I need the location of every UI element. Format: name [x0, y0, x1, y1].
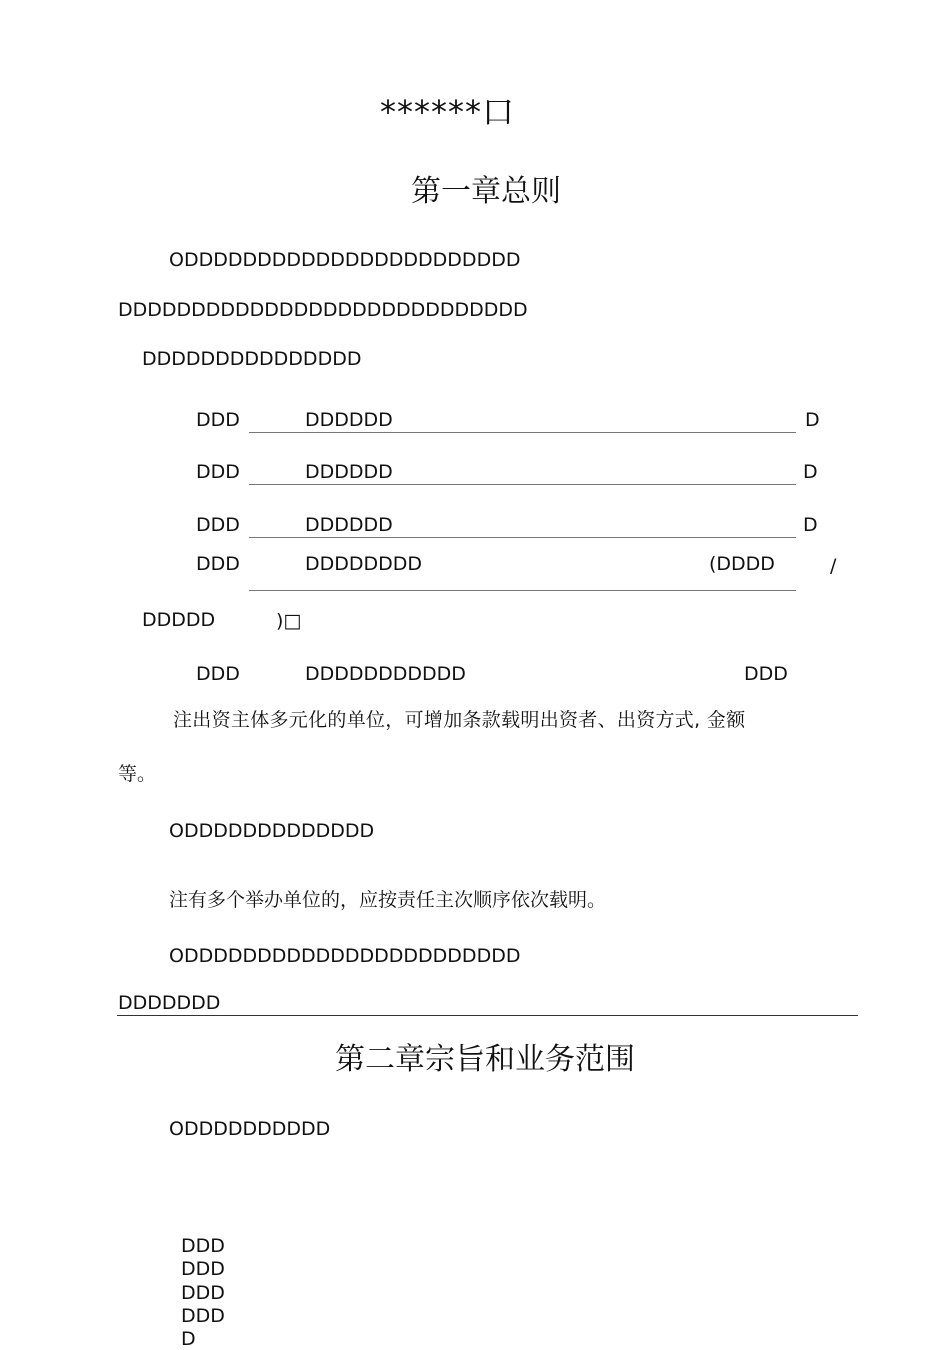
paragraph-line: DDDDDDDDDDDDDDD	[142, 348, 362, 370]
chapter-1-heading: 第一章总则	[411, 174, 561, 209]
field-value: DDDDDD	[305, 514, 393, 536]
field-underline	[249, 590, 796, 591]
field-prefix: DDD	[196, 461, 240, 483]
note-line: 注出资主体多元化的单位，可增加条款载明出资者、出资方式, 金额	[173, 709, 746, 731]
field-suffix: D	[803, 461, 818, 483]
paragraph-line: ODDDDDDDDDD	[169, 1118, 331, 1140]
list-item: DDD	[181, 1258, 225, 1280]
field-note: (DDDD	[709, 553, 775, 575]
note-line: 等。	[118, 763, 157, 785]
paragraph-line: DDDDDDDDDDDDDDDDDDDDDDDDDDDD	[118, 299, 528, 321]
field-underline	[249, 484, 796, 485]
note-line: 注有多个举办单位的，应按责任主次顺序依次载明。	[169, 889, 607, 911]
row-prefix: DDD	[196, 663, 240, 685]
field-underline	[249, 432, 796, 433]
field-value: DDDDDD	[305, 461, 393, 483]
field-continuation-tail: )□	[276, 610, 302, 632]
field-prefix: DDD	[196, 514, 240, 536]
field-value: DDDDDDDD	[305, 553, 423, 575]
field-slash: /	[830, 555, 837, 577]
row-value: DDDDDDDDDDD	[305, 663, 466, 685]
field-value: DDDDDD	[305, 409, 393, 431]
field-prefix: DDD	[196, 409, 240, 431]
paragraph-line: ODDDDDDDDDDDDD	[169, 820, 375, 842]
document-title: ******口	[380, 93, 516, 131]
row-suffix: DDD	[744, 663, 788, 685]
list-item: DDD	[181, 1282, 225, 1304]
list-item: DDD	[181, 1305, 225, 1327]
field-underline	[249, 537, 796, 538]
paragraph-line: ODDDDDDDDDDDDDDDDDDDDDDD	[169, 249, 521, 271]
field-suffix: D	[805, 409, 820, 431]
field-prefix: DDD	[196, 553, 240, 575]
list-item: DDD	[181, 1235, 225, 1257]
field-continuation: DDDDD	[142, 609, 216, 631]
field-suffix: D	[803, 514, 818, 536]
chapter-2-heading: 第二章宗旨和业务范围	[335, 1042, 635, 1077]
paragraph-line: DDDDDDD	[118, 992, 221, 1014]
section-rule	[117, 1015, 858, 1016]
paragraph-line: ODDDDDDDDDDDDDDDDDDDDDDD	[169, 945, 521, 967]
list-item: D	[181, 1328, 196, 1350]
